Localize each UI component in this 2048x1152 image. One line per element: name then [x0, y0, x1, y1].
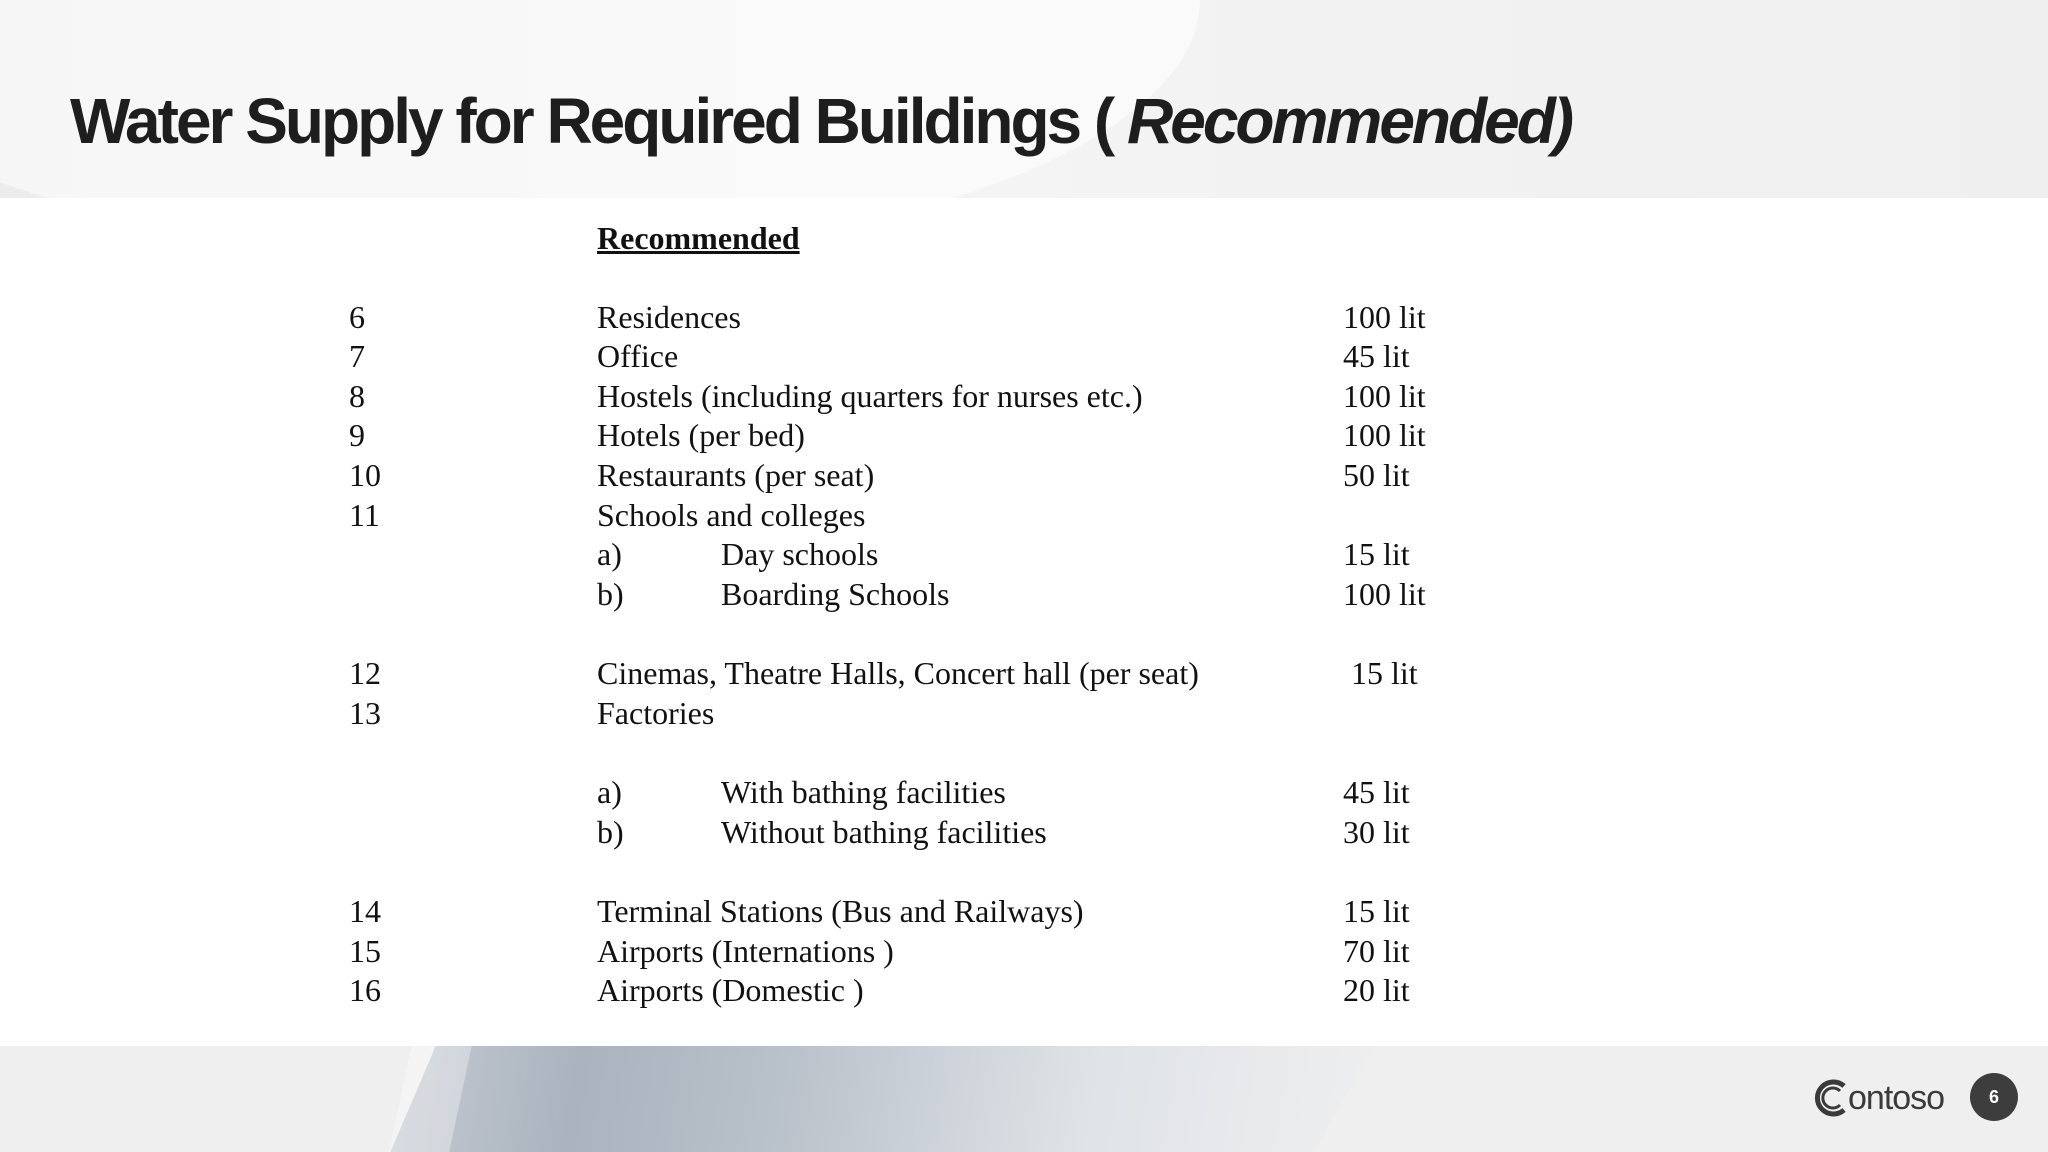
row-value: 100 lit [1343, 417, 1426, 453]
row-value: 15 lit [1343, 536, 1410, 572]
contoso-logo [1810, 1070, 1944, 1126]
row-label: Factories [597, 695, 715, 731]
slide-header [0, 0, 2048, 198]
row-value: 45 lit [1343, 338, 1410, 374]
row-label: Restaurants (per seat) [597, 457, 875, 493]
document-heading: Recommended [597, 220, 800, 256]
row-number: 16 [349, 972, 381, 1008]
row-sub-marker: b) [597, 814, 624, 850]
row-number: 13 [349, 695, 381, 731]
row-value: 15 lit [1351, 655, 1418, 691]
row-label: Airports (Internations ) [597, 933, 894, 969]
row-sub-marker: a) [597, 536, 622, 572]
row-value: 100 lit [1343, 576, 1426, 612]
document-image [0, 198, 2048, 1046]
row-number: 8 [349, 378, 365, 414]
row-sub-marker: a) [597, 774, 622, 810]
row-value: 50 lit [1343, 457, 1410, 493]
row-number: 14 [349, 893, 381, 929]
row-number: 7 [349, 338, 365, 374]
row-label: Without bathing facilities [721, 814, 1047, 850]
logo-text: ontoso [1848, 1078, 1945, 1117]
row-label: Residences [597, 299, 741, 335]
row-label: Cinemas, Theatre Halls, Concert hall (per seat) [597, 655, 1199, 691]
row-sub-marker: b) [597, 576, 624, 612]
row-label: Hotels (per bed) [597, 417, 805, 453]
row-value: 70 lit [1343, 933, 1410, 969]
row-number: 10 [349, 457, 381, 493]
row-label: Office [597, 338, 679, 374]
row-number: 9 [349, 417, 365, 453]
row-number: 6 [349, 299, 365, 335]
row-number: 12 [349, 655, 381, 691]
row-value: 100 lit [1343, 299, 1426, 335]
row-label: Boarding Schools [721, 576, 950, 612]
footer-decoration [380, 1046, 1380, 1152]
row-label: Schools and colleges [597, 497, 866, 533]
slide-title-main: Water Supply for Required Buildings ( [70, 85, 1127, 157]
row-value: 100 lit [1343, 378, 1426, 414]
row-label: Day schools [721, 536, 879, 572]
slide-title-italic: Recommended) [1127, 85, 1572, 157]
slide-footer [0, 1046, 2048, 1152]
row-value: 45 lit [1343, 774, 1410, 810]
row-label: Hostels (including quarters for nurses etc.) [597, 378, 1143, 414]
row-label: With bathing facilities [721, 774, 1006, 810]
row-number: 15 [349, 933, 381, 969]
row-value: 15 lit [1343, 893, 1410, 929]
row-number: 11 [349, 497, 380, 533]
slide-title [70, 84, 1571, 158]
row-label: Airports (Domestic ) [597, 972, 864, 1008]
row-value: 20 lit [1343, 972, 1410, 1008]
row-value: 30 lit [1343, 814, 1410, 850]
row-label: Terminal Stations (Bus and Railways) [597, 893, 1084, 929]
page-number-badge: 6 [1970, 1073, 2018, 1121]
